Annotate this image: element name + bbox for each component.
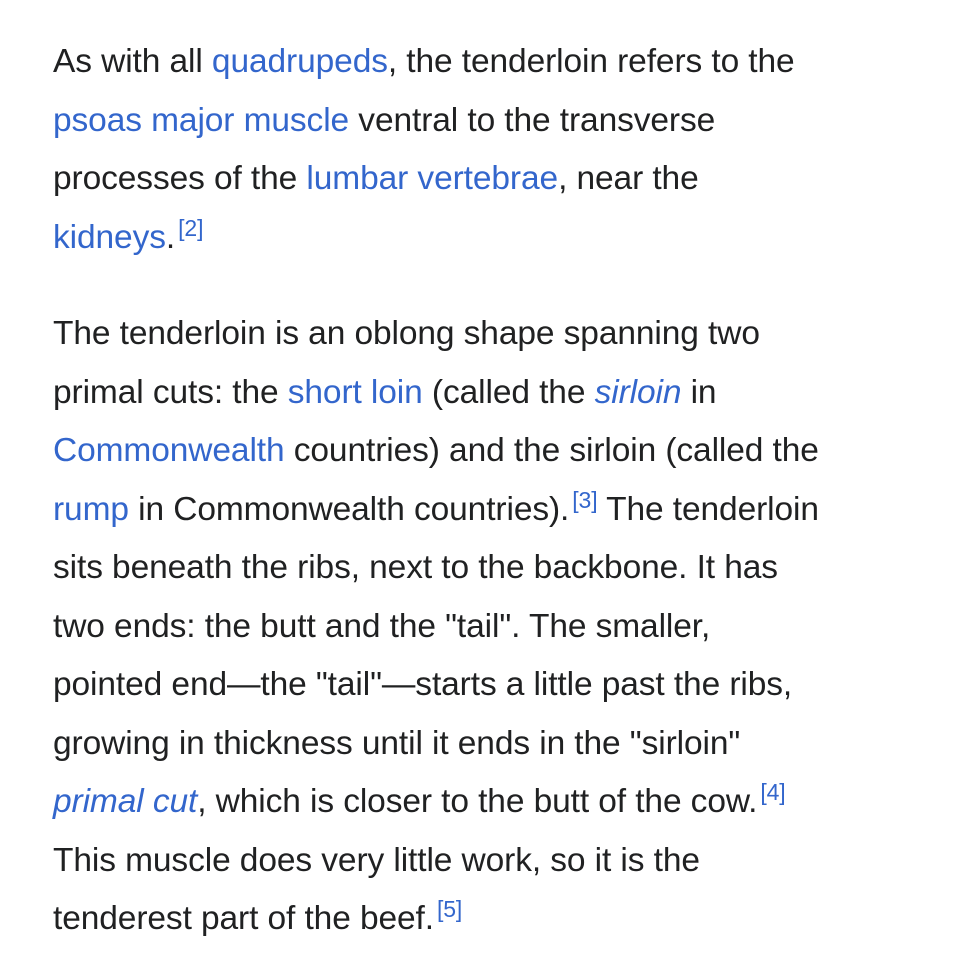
- link-short-loin[interactable]: short loin: [287, 373, 423, 411]
- text-run: in Commonwealth countries).: [128, 490, 570, 528]
- citation-2: [178, 215, 203, 241]
- text-run: , which is closer to the butt of the cow.: [197, 783, 758, 820]
- text-run: This muscle does very little work, so it is the: [53, 841, 700, 879]
- text-line: [53, 422, 933, 481]
- link-rump[interactable]: rump: [53, 490, 129, 528]
- citation-2-link[interactable]: [2]: [178, 214, 204, 241]
- text-run: The tenderloin is an oblong shape spanning two: [53, 315, 760, 352]
- text-run: The tenderloin: [597, 490, 819, 528]
- text-line: [53, 305, 933, 364]
- text-line: [53, 364, 933, 423]
- text-line: [53, 832, 933, 891]
- text-line: [53, 890, 933, 949]
- article-body: [53, 33, 933, 949]
- text-line: [53, 773, 933, 832]
- citation-5: [437, 896, 462, 922]
- link-kidneys[interactable]: kidneys: [53, 218, 166, 256]
- text-run: pointed end—the "tail"—starts a little past the ribs,: [53, 666, 793, 703]
- text-line: [53, 33, 933, 92]
- citation-4: [760, 779, 785, 805]
- text-line: [53, 150, 933, 209]
- text-line: [53, 539, 933, 598]
- text-run: tenderest part of the beef.: [53, 900, 434, 937]
- text-run: .: [165, 218, 176, 256]
- paragraph-2: [53, 305, 933, 949]
- text-run: ventral to the transverse: [349, 101, 716, 139]
- citation-4-link[interactable]: [4]: [760, 779, 786, 805]
- link-lumbar-vertebrae[interactable]: lumbar vertebrae: [306, 160, 559, 197]
- citation-3-link[interactable]: [3]: [572, 486, 598, 513]
- link-psoas-major-muscle[interactable]: psoas major muscle: [53, 101, 350, 139]
- link-primal-cut[interactable]: primal cut: [53, 783, 198, 820]
- text-run: primal cuts: the: [53, 373, 288, 411]
- text-run: growing in thickness until it ends in the "sirloin": [53, 724, 741, 762]
- citation-5-link[interactable]: [5]: [436, 896, 463, 922]
- link-sirloin[interactable]: sirloin: [594, 373, 682, 411]
- text-run: two ends: the butt and the "tail". The smaller,: [53, 607, 711, 645]
- link-commonwealth[interactable]: Commonwealth: [53, 432, 285, 469]
- text-line: [53, 598, 933, 657]
- text-line: [53, 92, 933, 151]
- text-run: , near the: [558, 160, 699, 197]
- text-run: As with all: [53, 43, 212, 80]
- text-line: [53, 209, 933, 268]
- text-run: , the tenderloin refers to the: [387, 43, 795, 80]
- text-line: [53, 715, 933, 774]
- text-line: [53, 481, 933, 540]
- text-run: countries) and the sirloin (called the: [284, 432, 819, 469]
- text-run: (called the: [422, 373, 595, 411]
- citation-3: [572, 487, 597, 513]
- paragraph-1: [53, 33, 933, 267]
- text-run: processes of the: [53, 160, 307, 197]
- text-run: in: [681, 373, 717, 411]
- link-quadrupeds[interactable]: quadrupeds: [211, 43, 388, 80]
- text-line: [53, 656, 933, 715]
- text-run: sits beneath the ribs, next to the backbone. It has: [53, 549, 778, 586]
